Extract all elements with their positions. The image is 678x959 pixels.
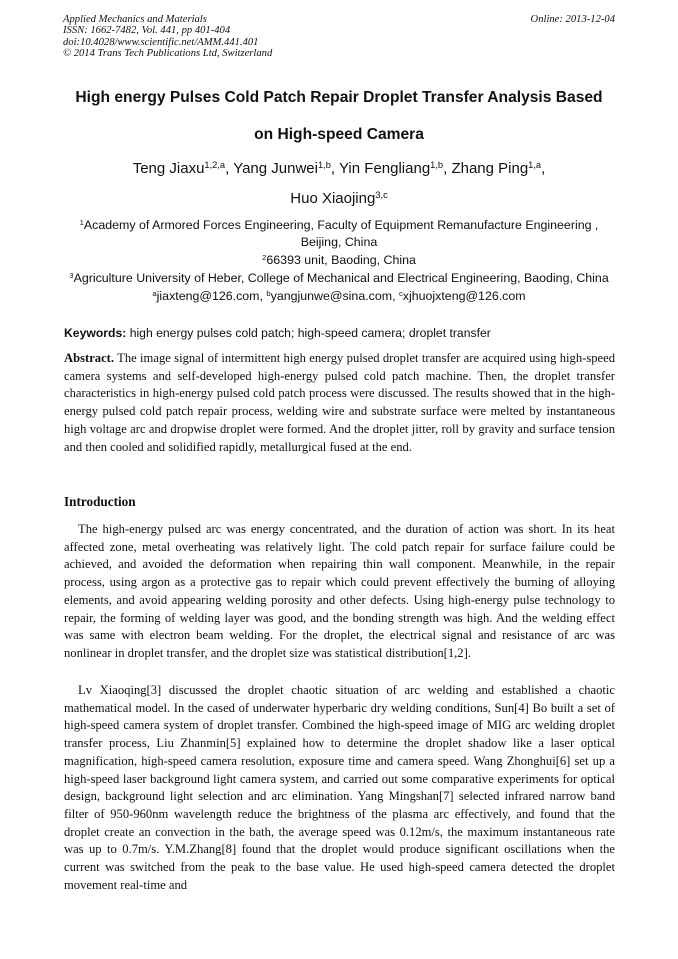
email-superscript: c [398,288,403,298]
abstract-label: Abstract. [64,351,115,365]
email-address[interactable]: xjhuojxteng@126.com [402,289,526,303]
paper-title-line-1: High energy Pulses Cold Patch Repair Droplet Transfer Analysis Based [75,89,603,106]
affiliation-1-line-1 [30,217,648,234]
keywords-label: Keywords: [64,326,127,340]
author-superscript: 1,b [430,159,444,170]
author-separator: , [541,160,546,177]
affiliation-superscript: 3 [69,270,74,280]
email-address[interactable]: yangjunwe@sina.com [270,289,393,303]
copyright-line: © 2014 Trans Tech Publications Ltd, Switzerland [63,48,273,60]
email-address[interactable]: jiaxteng@126.com [156,289,260,303]
affiliation-text: Agriculture University of Heber, College of Mechanical and Electrical Engineering, Baoding, China [73,271,609,285]
email-separator: , [392,289,399,303]
introduction-paragraph-2: Lv Xiaoqing[3] discussed the droplet chaotic situation of arc welding and established a chaotic mathematical model. In the cased of underwater hyperbaric dry welding conditions, Sun[4] Bo built a set of high-speed camera system of droplet transfer. Combined the high-speed image of MIG arc welding droplet transfer process, Liu Zhanmin[5] explained how to determine the droplet shadow like a laser optical magnification, high-speed camera resolution, exposure time and camera speed. Wang Zhonghui[6] set up a high-speed laser background light camera system, and carried out some comparative experiments for optical design, background light selection and arc elimination. Yang Mingshan[7] selected infrared narrow band filter of 950-960nm wavelength reduce the brightness of the plasma arc effectively, and found that the droplet create an convection in the bath, the average speed was 0.12m/s, the maximum instantaneous rate was up to 0.7m/s. Y.M.Zhang[8] found that the droplet would produce significant oscillations when the current was switched from the peak to the base value. He used high-speed camera detected the droplet movement real-time and [64,683,615,892]
author-superscript: 3,c [375,189,388,200]
email-superscript: b [266,288,271,298]
journal-name: Applied Mechanics and Materials [63,14,207,25]
affiliation-2 [30,252,648,269]
introduction-paragraph-1: The high-energy pulsed arc was energy concentrated, and the duration of action was short. In its heat affected zone, metal overheating was relatively light. The cold patch repair for surface failure could be achieved, and avoided the deformation when repairing thin wall component. Meanwhile, in the repair process, using argon as a protective gas to repair which could prevent effectively the burning of alloying elements, and avoid appearing welding porosity and other defects. Using high-energy pulse technology to repair, the forming of welding layer was good, and the bonding strength was high. And the welding effect was same with electron beam welding. For the droplet, the electrical signal and resistance of arc was nonlinear in droplet transfer, and the droplet size was statistical distribution[1,2]. [64,522,615,660]
online-date: Online: 2013-12-04 [530,14,615,25]
keywords-line [64,326,616,340]
author-name: Zhang Ping [451,160,529,177]
author-list-line-1 [30,160,648,177]
doi-line: doi:10.4028/www.scientific.net/AMM.441.401 [63,36,259,48]
author-separator: , [443,160,452,177]
issn-line: ISSN: 1662-7482, Vol. 441, pp 401-404 [63,25,231,37]
abstract-paragraph [64,350,615,456]
abstract-text: The image signal of intermittent high energy pulsed droplet transfer are acquired using high-speed camera systems and self-developed high-energy pulsed cold patch machine. Then, the droplet transfer characteristics in high-energy pulsed cold patch process were discussed. The results showed that in the high-energy pulsed cold patch repair process, welding wire and substrate surface were melted by instantaneous high voltage arc and dropwise droplet were formed. And the droplet jitter, roll by gravity and surface tension and then cooled and solidified rapidly, metallurgical fused at the end. [64,351,615,454]
email-list [30,288,648,305]
author-name: Yang Junwei [233,160,318,177]
author-name: Yin Fengliang [338,160,431,177]
author-name: Teng Jiaxu [132,160,205,177]
affiliation-superscript: 2 [262,252,267,262]
affiliation-1-line-2: Beijing, China [300,235,378,249]
author-superscript: 1,a [528,159,542,170]
keywords-text: high energy pulses cold patch; high-speed camera; droplet transfer [126,326,491,340]
author-separator: , [330,160,339,177]
author-superscript: 1,2,a [204,159,226,170]
email-separator: , [259,289,267,303]
author-separator: , [225,160,234,177]
journal-header [63,14,615,60]
affiliation-superscript: 1 [79,217,84,227]
affiliation-text: Academy of Armored Forces Engineering, Faculty of Equipment Remanufacture Engineering , [83,218,599,232]
author-superscript: 1,b [317,159,331,170]
author-name: Huo Xiaojing [290,190,376,207]
author-list-line-2 [30,190,648,207]
affiliation-text: 66393 unit, Baoding, China [266,253,416,267]
email-superscript: a [152,288,157,298]
paper-title-line-2: on High-speed Camera [254,126,424,143]
affiliation-3 [30,270,648,287]
introduction-heading: Introduction [64,494,136,509]
